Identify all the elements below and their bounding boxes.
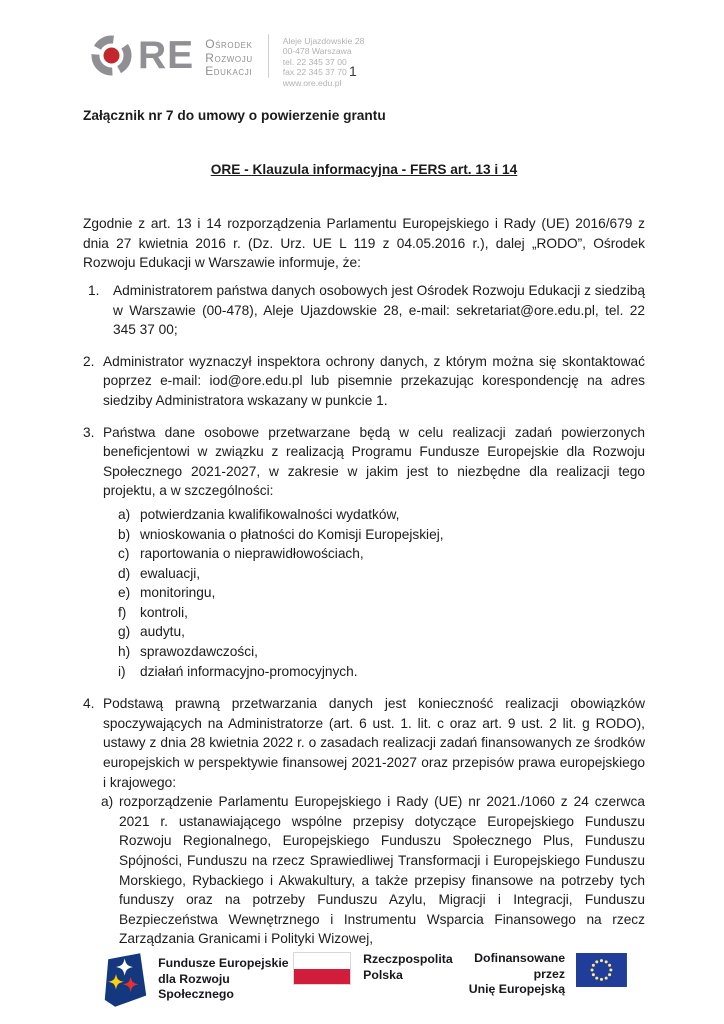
sublist-item-text: ewaluacji, [140,565,201,581]
list-item-text: Administrator wyznaczył inspektora ochrony danych, z którym można się skontaktować poprzez e-mail: iod@ore.edu.pl lub pisemnie przekazując korespondencję na adres siedziby Administratora wskazany w punkcie 1. [103,353,645,408]
poland-label [363,952,453,985]
sublist-item-text: działań informacyjno-promocyjnych. [140,663,358,679]
sublist-item [101,792,645,949]
contact-line: Aleje Ujazdowskie 28 [282,36,365,46]
sublist-item [118,505,645,525]
sublist-item [118,622,645,642]
sublist-item [118,642,645,662]
sublist-item-text: wnioskowania o płatności do Komisji Europejskiej, [140,526,444,542]
list-item [83,423,645,501]
sublist-item-letter: a) [118,506,131,522]
eu-funding-label-line: Dofinansowane przez [474,951,566,981]
intro-paragraph: Zgodnie z art. 13 i 14 rozporządzenia Parlamentu Europejskiego i Rady (UE) 2016/679 z dnia 27 kwietnia 2016 r. (Dz. Urz. UE L 119 z 04.05.2016 r.), dalej „RODO”, Ośrodek Rozwoju Edukacji w Warszawie informuje, że: [83,216,645,271]
attachment-title: Załącznik nr 7 do umowy o powierzenie grantu [83,108,386,123]
list-item-number: 3. [83,424,95,440]
fe-funds-logo-group [97,948,293,1012]
poland-flag-group [293,952,453,985]
org-name-line: Rozwoju [205,50,253,65]
list-item-number: 1. [88,282,100,298]
list-item [83,281,645,340]
sublist-item-letter: c) [118,546,130,562]
sublist-item-text: kontroli, [140,604,188,620]
sublist-item-letter: f) [118,604,127,620]
sublist-item [118,564,645,584]
org-name-line: Edukacji [205,64,253,78]
fe-funds-logo-icon [97,948,147,1012]
sublist-item-letter: i) [118,663,126,679]
list-item [83,694,645,792]
poland-flag-icon [293,952,351,985]
list-item-number: 4. [83,696,95,712]
sublist-item-text: potwierdzania kwalifikowalności wydatków, [140,506,400,522]
ore-logo [88,32,194,79]
sublist-item-letter: e) [118,585,131,601]
ore-red-dot [104,48,120,64]
eu-funding-label [453,951,565,998]
fe-funds-label-line: Fundusze Europejskie [158,956,289,970]
org-name [205,38,253,79]
sublist-item-text: audytu, [140,624,185,640]
sublist-item-letter: b) [118,526,131,542]
contact-line: www.ore.edu.pl [282,77,342,88]
page-footer [97,948,627,1012]
lettered-sublist [118,505,645,681]
page-header [88,32,364,88]
sublist-item [118,525,645,545]
sublist-item-text: rozporządzenie Parlamentu Europejskiego i Rady (UE) nr 2021./1060 z 24 czerwca 2021 r. ustanawiającego wspólne przepisy dotyczące Europejskiego Funduszu Rozwoju Regionalnego, Europejskiego Funduszu Społecznego Plus, Funduszu Spójności, Funduszu na rzecz Sprawiedliwej Transformacji i Europejskiego Funduszu Morskiego, Rybackiego i Akwakultury, a także przepisy finansowe na potrzeby tych funduszy oraz na potrzeby Funduszu Azylu, Migracji i Integracji, Funduszu Bezpieczeństwa Wewnętrznego i Instrumentu Wsparcia Finansowego na rzecz Zarządzania Granicami i Polityki Wizowej, [119,794,645,947]
header-divider [268,34,269,78]
fe-funds-label [158,956,293,1012]
sublist-item-letter: g) [118,624,131,640]
lettered-sublist [101,792,645,949]
list-item-number: 2. [83,353,95,369]
sublist-item [118,603,645,623]
document-body [83,106,645,949]
numbered-list [83,281,645,949]
ore-logo-letters: RE [138,34,195,77]
contact-line: 00-478 Warszawa [282,46,352,57]
list-item-text: Administratorem państwa danych osobowych jest Ośrodek Rozwoju Edukacji z siedzibą w Warszawie (00-478), Aleje Ujazdowskie 28, e-mail: sekretariat@ore.edu.pl, tel. 22 345 37 00; [113,282,645,338]
eu-funding-group [453,951,627,998]
sublist-item-text: raportowania o nieprawidłowościach, [140,546,364,562]
sublist-item-text: monitoringu, [140,585,216,601]
list-item-text: Państwa dane osobowe przetwarzane będą w celu realizacji zadań powierzonych beneficjentowi w związku z realizacją Programu Fundusze Europejskie dla Rozwoju Społecznego 2021-2027, w zakresie w jakim jest to niezbędne dla realizacji tego projektu, a w szczególności: [103,424,645,499]
fe-funds-label-line: dla Rozwoju Społecznego [158,971,234,1001]
page-number: 1 [349,63,357,79]
sublist-item-letter: a) [101,794,114,810]
org-name-line: Ośrodek [205,37,253,51]
ore-logo-icon [88,32,135,79]
sublist-item-letter: h) [118,644,131,660]
eu-funding-label-line: Unię Europejską [468,982,566,996]
sublist-item [118,544,645,564]
poland-label-line: Polska [363,967,403,982]
list-item [83,352,645,411]
poland-label-line: Rzeczpospolita [363,952,453,966]
eu-flag-icon [576,951,627,989]
sublist-item-letter: d) [118,565,131,581]
sublist-item [118,583,645,603]
contact-line: fax 22 345 37 70 [282,67,347,78]
contact-line: tel. 22 345 37 00 [282,56,347,67]
sublist-item-text: sprawozdawczości, [140,644,258,660]
list-item-text: Podstawą prawną przetwarzania danych jest konieczność realizacji obowiązków spoczywających na Administratorze (art. 6 ust. 1. lit. c oraz art. 9 ust. 2 lit. g RODO), ustawy z dnia 28 kwietnia 2022 r. o zasadach realizacji zadań finansowanych ze środków europejskich w perspektywie finansowej 2021-2027 oraz przepisów prawa europejskiego i krajowego: [103,696,645,790]
document-heading: ORE - Klauzula informacyjna - FERS art. 13 i 14 [210,161,518,177]
sublist-item [118,662,645,682]
